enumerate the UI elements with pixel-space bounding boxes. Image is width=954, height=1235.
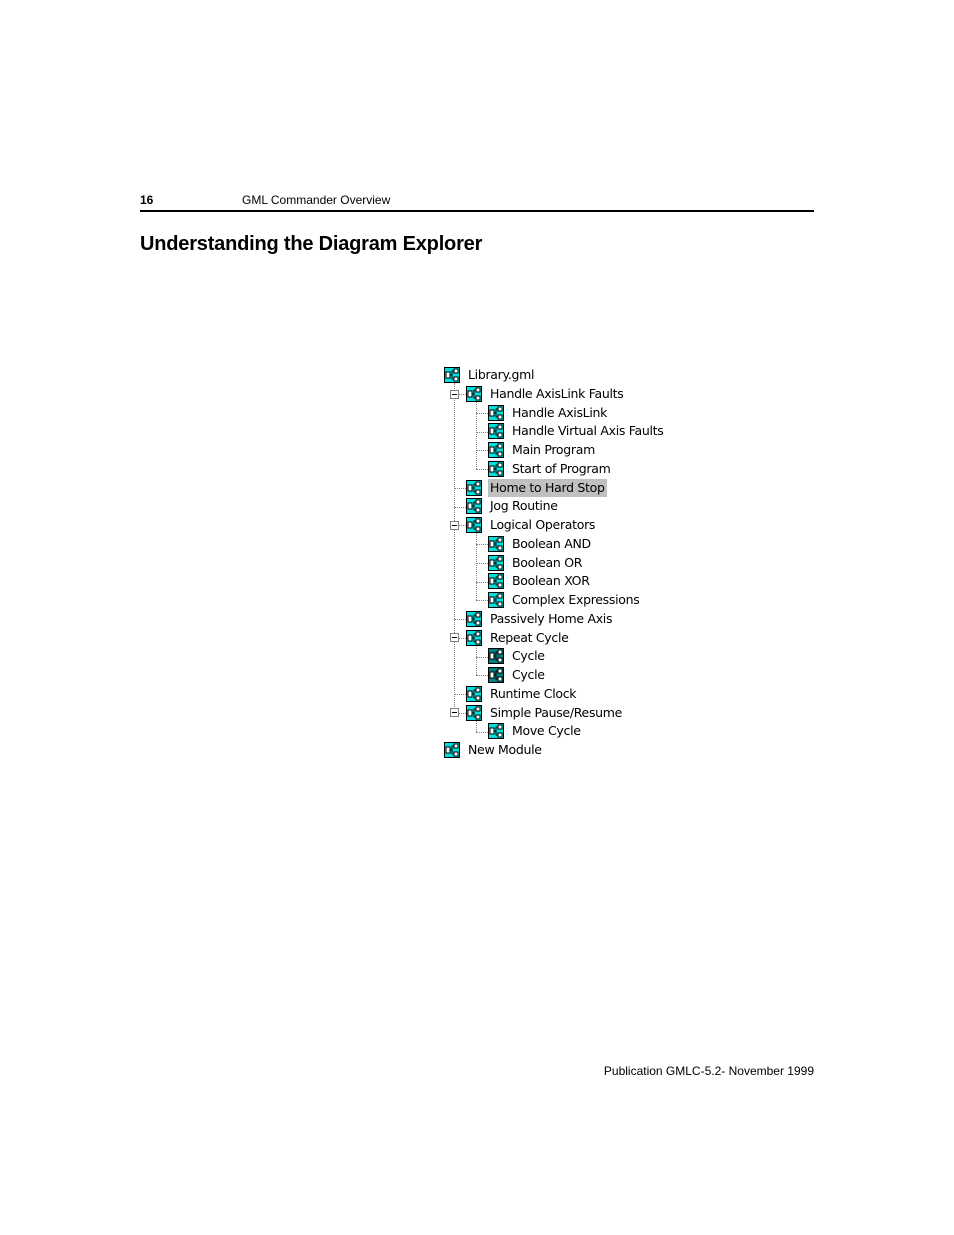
module-icon xyxy=(444,367,460,383)
tree-connector-line xyxy=(476,450,488,451)
tree-item-label: Home to Hard Stop xyxy=(490,479,605,495)
tree-connector-line xyxy=(476,657,488,658)
tree-trunk-line xyxy=(476,646,477,676)
section-title: Understanding the Diagram Explorer xyxy=(140,233,483,255)
tree-item[interactable] xyxy=(488,647,547,665)
tree-trunk-line xyxy=(476,721,477,732)
module-icon xyxy=(466,686,482,702)
tree-item-label: New Module xyxy=(468,742,542,757)
tree-connector-line xyxy=(454,619,466,620)
tree-item[interactable] xyxy=(488,404,609,422)
tree-item[interactable] xyxy=(466,497,560,515)
tree-item-label: Boolean OR xyxy=(512,554,583,570)
tree-item[interactable] xyxy=(466,704,624,722)
module-icon xyxy=(466,480,482,496)
module-icon xyxy=(488,423,504,439)
tree-connector-line xyxy=(454,694,466,695)
tree-item[interactable] xyxy=(488,591,641,609)
tree-item-label: Library.gml xyxy=(468,367,535,382)
module-icon xyxy=(488,461,504,477)
tree-connector-line xyxy=(476,413,488,414)
running-header xyxy=(140,192,814,210)
tree-item[interactable] xyxy=(488,666,547,684)
tree-item-label: Handle AxisLink Faults xyxy=(490,385,624,401)
tree-item[interactable] xyxy=(466,385,625,403)
tree-item[interactable] xyxy=(488,572,592,590)
tree-item[interactable] xyxy=(488,535,593,553)
tree-item[interactable] xyxy=(488,722,583,740)
tree-item[interactable] xyxy=(488,460,612,478)
tree-connector-line xyxy=(454,507,466,508)
module-icon xyxy=(488,555,504,571)
tree-item[interactable] xyxy=(466,629,571,647)
module-icon xyxy=(466,611,482,627)
module-icon xyxy=(466,386,482,402)
tree-item-label: Boolean XOR xyxy=(512,573,590,589)
tree-connector-line xyxy=(476,675,488,676)
tree-item-label: Simple Pause/Resume xyxy=(490,704,623,720)
tree-trunk-line xyxy=(476,402,477,469)
tree-item-label: Cycle xyxy=(512,648,545,664)
tree-connector-line xyxy=(476,544,488,545)
tree-item[interactable] xyxy=(444,366,536,384)
diagram-explorer-tree xyxy=(444,366,684,762)
tree-item-label: Cycle xyxy=(512,667,545,682)
module-dark-icon xyxy=(488,667,504,683)
module-icon xyxy=(444,742,460,758)
tree-connector-line xyxy=(476,582,488,583)
tree-trunk-line xyxy=(476,533,477,600)
tree-item-label: Runtime Clock xyxy=(490,685,577,701)
module-icon xyxy=(488,405,504,421)
tree-item-label: Boolean AND xyxy=(512,535,591,551)
publication-footer: Publication GMLC-5.2- November 1999 xyxy=(603,1064,814,1078)
tree-trunk-line xyxy=(454,383,455,713)
tree-item-label: Main Program xyxy=(512,442,595,457)
header-rule xyxy=(140,210,814,212)
tree-connector-line xyxy=(476,432,488,433)
module-icon xyxy=(466,705,482,721)
tree-item[interactable] xyxy=(466,610,614,628)
tree-item-label: Jog Routine xyxy=(490,498,558,514)
collapse-toggle[interactable] xyxy=(450,633,459,642)
tree-connector-line xyxy=(476,563,488,564)
tree-connector-line xyxy=(476,469,488,470)
tree-item-label: Logical Operators xyxy=(490,517,596,532)
module-icon xyxy=(488,573,504,589)
module-dark-icon xyxy=(488,648,504,664)
module-icon xyxy=(488,442,504,458)
tree-item[interactable] xyxy=(466,516,597,534)
module-icon xyxy=(466,517,482,533)
tree-item-label: Repeat Cycle xyxy=(490,629,569,645)
tree-item-label: Start of Program xyxy=(512,460,611,476)
tree-connector-line xyxy=(454,488,466,489)
tree-item-label: Complex Expressions xyxy=(512,592,640,607)
tree-connector-line xyxy=(476,732,488,733)
tree-item[interactable] xyxy=(488,554,584,572)
module-icon xyxy=(488,536,504,552)
page-number: 16 xyxy=(140,193,154,207)
tree-item[interactable] xyxy=(466,479,607,497)
module-icon xyxy=(488,592,504,608)
tree-item[interactable] xyxy=(488,441,597,459)
tree-item-label: Move Cycle xyxy=(512,723,581,739)
module-icon xyxy=(466,630,482,646)
tree-item-label: Handle Virtual Axis Faults xyxy=(512,423,664,439)
collapse-toggle[interactable] xyxy=(450,521,459,530)
module-icon xyxy=(466,498,482,514)
collapse-toggle[interactable] xyxy=(450,390,459,399)
collapse-toggle[interactable] xyxy=(450,708,459,717)
tree-connector-line xyxy=(476,600,488,601)
tree-item[interactable] xyxy=(466,685,578,703)
running-head: GML Commander Overview xyxy=(242,193,391,207)
module-icon xyxy=(488,723,504,739)
tree-item[interactable] xyxy=(488,422,666,440)
tree-item[interactable] xyxy=(444,741,544,759)
tree-item-label: Handle AxisLink xyxy=(512,404,608,420)
tree-item-label: Passively Home Axis xyxy=(490,610,613,626)
